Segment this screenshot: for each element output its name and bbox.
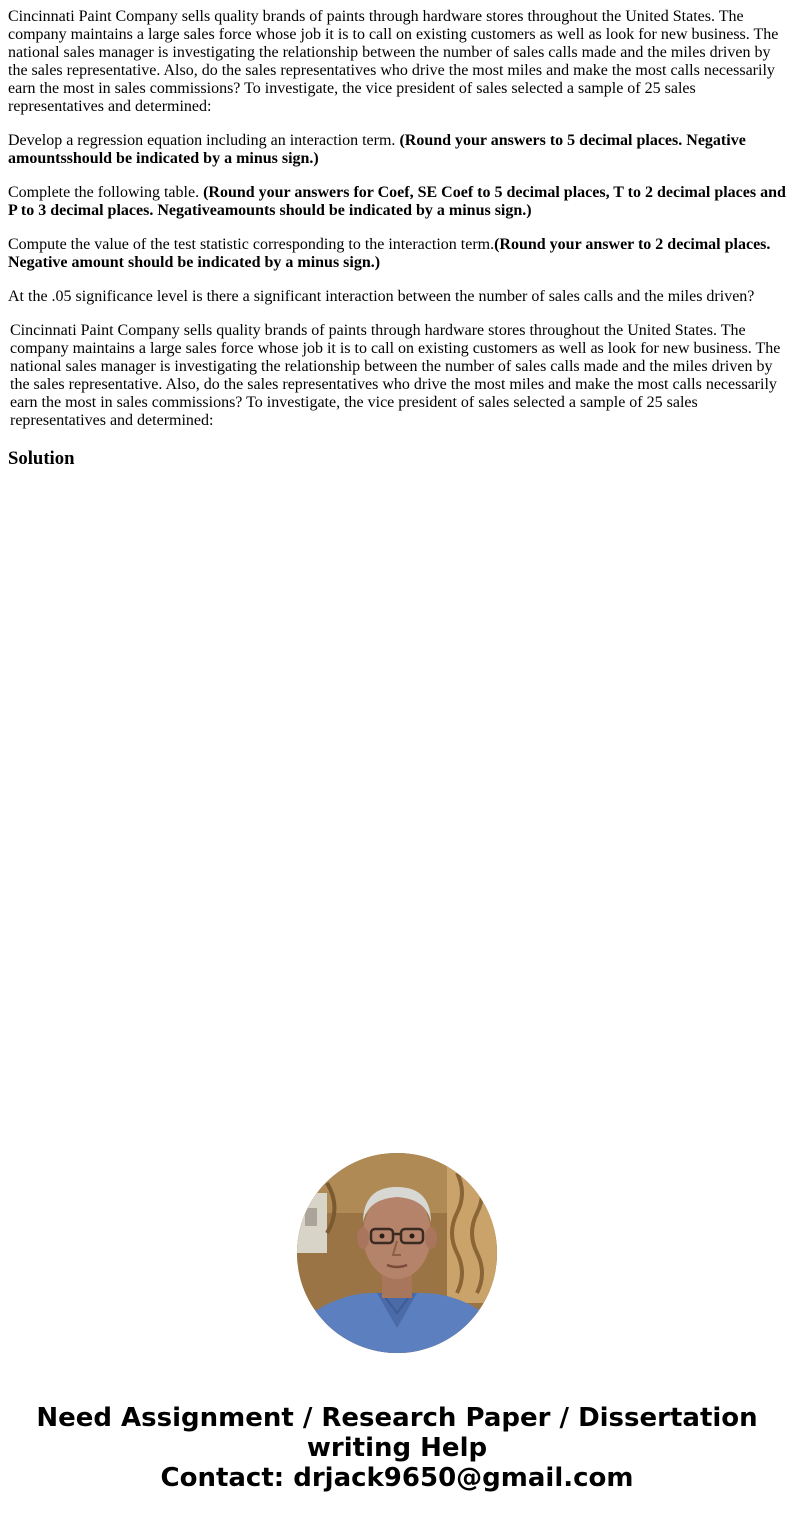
part-3-text: Compute the value of the test statistic corresponding to the interaction term. bbox=[8, 236, 495, 253]
question-repeat-intro: Cincinnati Paint Company sells quality brands of paints through hardware stores throughout the United States. The company maintains a large sales force whose job it is to call on existing customers as well as look for new business. The national sales manager is investigating the relationship between the number of sales calls made and the miles driven by the sales representative. Also, do the sales representatives who drive the most miles and make the most calls necessarily earn the most in sales commissions? To investigate, the vice president of sales selected a sample of 25 sales representatives and determined: bbox=[10, 322, 781, 429]
question-part-4: At the .05 significance level is there a significant interaction between the number of sales calls and the miles driven? bbox=[8, 288, 755, 305]
footer-contact-line: Contact: drjack9650@gmail.com bbox=[160, 1463, 634, 1493]
question-content bbox=[0, 0, 794, 470]
part-1-instruction: (Round your answers to 5 decimal places. Negative amountsshould be indicated by a minus sign.) bbox=[8, 132, 746, 167]
avatar bbox=[297, 1153, 497, 1353]
part-1-text: Develop a regression equation including an interaction term. bbox=[8, 132, 400, 149]
question-part-3 bbox=[8, 236, 786, 272]
solution-heading: Solution bbox=[8, 448, 75, 469]
avatar-portrait-image bbox=[297, 1153, 497, 1353]
question-intro: Cincinnati Paint Company sells quality brands of paints through hardware stores throughout the United States. The company maintains a large sales force whose job it is to call on existing customers as well as look for new business. The national sales manager is investigating the relationship between the number of sales calls made and the miles driven by the sales representative. Also, do the sales representatives who drive the most miles and make the most calls necessarily earn the most in sales commissions? To investigate, the vice president of sales selected a sample of 25 sales representatives and determined: bbox=[8, 8, 779, 115]
contact-footer bbox=[0, 1403, 794, 1493]
footer-line-1: Need Assignment / Research Paper / Dissertation bbox=[36, 1403, 758, 1433]
footer-line-2: writing Help bbox=[306, 1433, 488, 1463]
part-2-text: Complete the following table. bbox=[8, 184, 204, 201]
part-3-instruction: (Round your answer to 2 decimal places. Negative amount should be indicated by a minus sign.) bbox=[8, 236, 771, 271]
part-2-instruction: (Round your answers for Coef, SE Coef to 5 decimal places, T to 2 decimal places and P to 3 decimal places. Negativeamounts should be indicated by a minus sign.) bbox=[8, 184, 786, 219]
question-part-2 bbox=[8, 184, 786, 220]
question-part-1 bbox=[8, 132, 786, 168]
